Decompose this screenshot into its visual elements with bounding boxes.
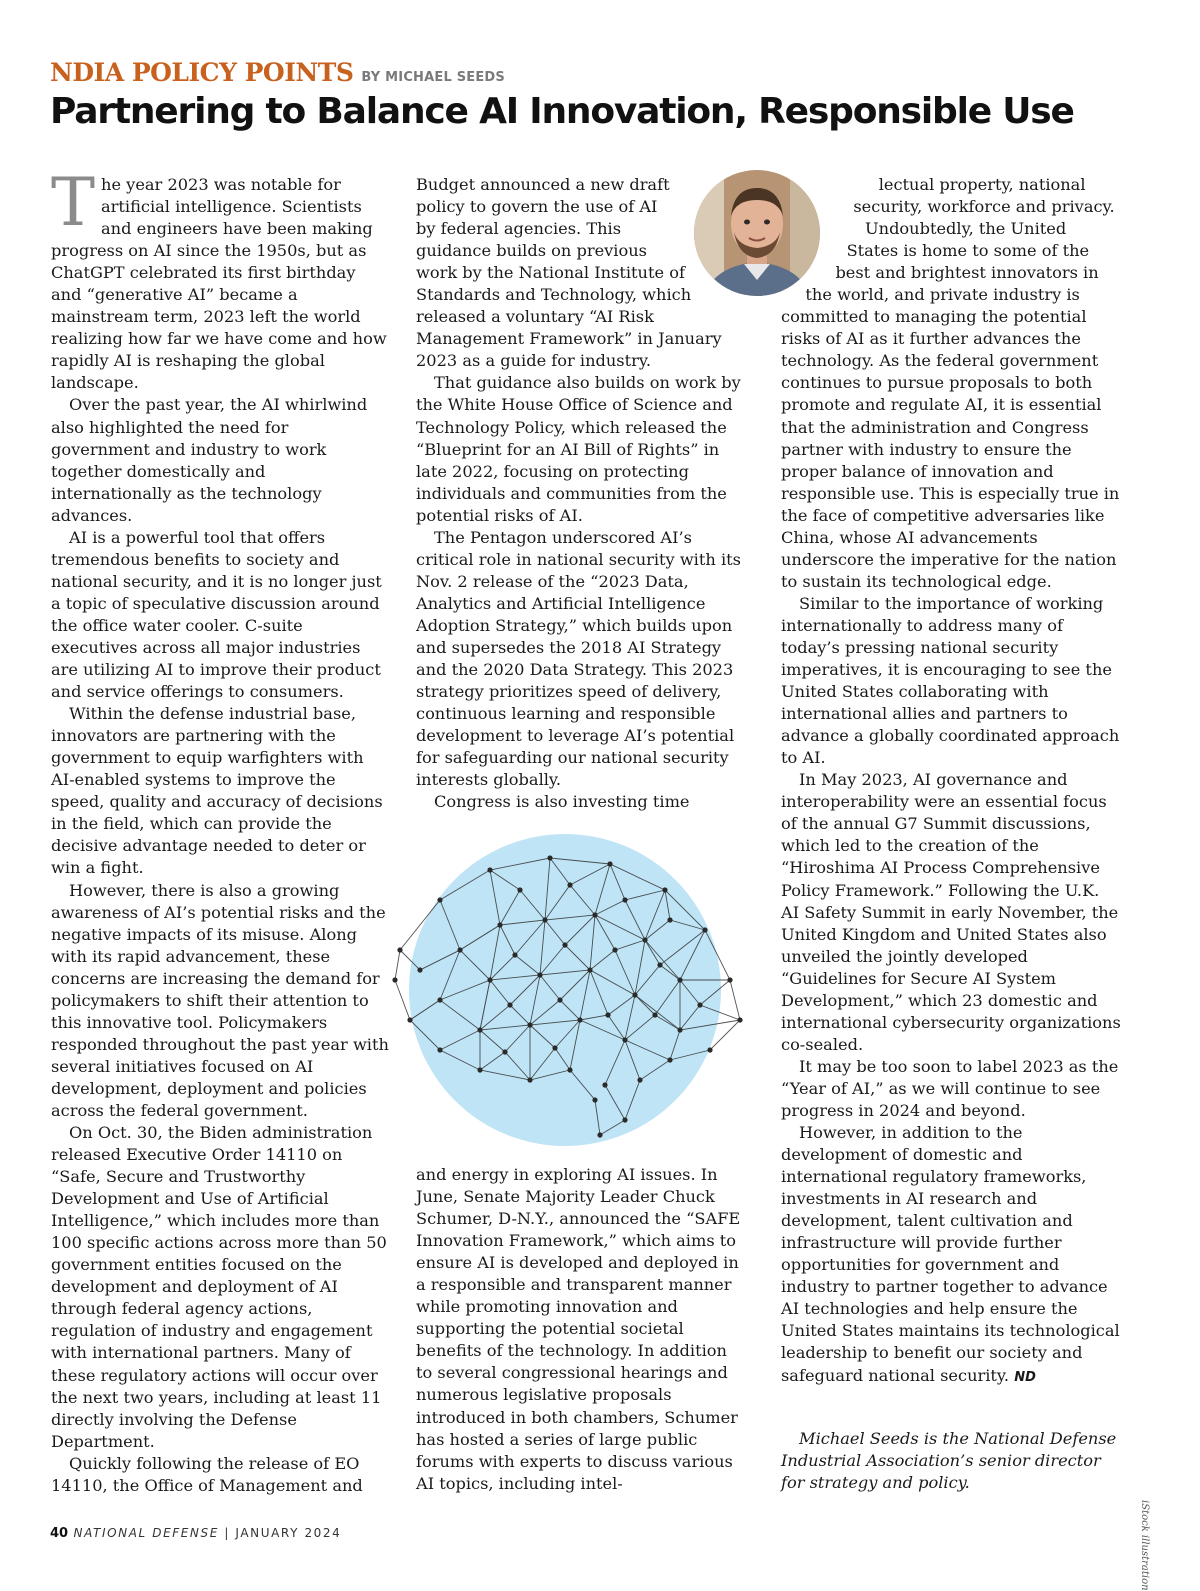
drop-cap: T — [51, 164, 96, 241]
section-kicker: NDIA POLICY POINTS — [50, 58, 354, 87]
paragraph: AI is a powerful tool that offers tremendous benefits to society and national security, and it is no longer just a topic of speculative discussion around the office water cooler. C-suite executives across all major industries are utilizing AI to improve their product and service offerings to consumers. — [51, 527, 382, 702]
end-mark: ND — [1014, 1369, 1036, 1385]
footer-separator: | — [224, 1526, 230, 1540]
byline: BY MICHAEL SEEDS — [361, 70, 505, 85]
paragraph: The Pentagon underscored AI’s critical role in national security with its Nov. 2 release of the “2023 Data, Analytics and Artificial Intelligence Adoption Strategy,” which builds upon and supersedes the 2018 AI Strategy and the 2020 Data Strategy. This 2023 strategy prioritizes speed of delivery, continuous learning and responsible development to leverage AI’s potential for safeguarding our national security interests globally. — [416, 527, 741, 790]
paragraph-text: However, in addition to the development of domestic and international regulatory frameworks, investments in AI research and development, talent cultivation and infrastructure will provide further opportunities for government and industry to partner together to advance AI technologies and help ensure the United States maintains its technological leadership to benefit our society and safeguard national security. — [781, 1123, 1120, 1385]
paragraph: Quickly following the release of EO 14110, the Office of Management and — [51, 1453, 363, 1495]
paragraph: That guidance also builds on work by the White House Office of Science and Technology Policy, which released the “Blueprint for an AI Bill of Rights” in late 2022, focusing on protecting individuals and communities from the potential risks of AI. — [416, 373, 741, 525]
article-header — [50, 58, 1160, 132]
page-footer — [50, 1526, 341, 1541]
paragraph: Within the defense industrial base, innovators are partnering with the government to equip warfighters with AI-enabled systems to improve the speed, quality and accuracy of decisions in the field, which can provide the decisive advantage needed to deter or win a fight. — [51, 704, 383, 878]
column-1 — [51, 164, 391, 1497]
column-2-top — [416, 174, 746, 813]
paragraph: On Oct. 30, the Biden administration released Executive Order 14110 on “Safe, Secure and Trustworthy Development and Use of Artificial Intelligence,” which includes more than 100 specific actions across more than 50 government entities focused on the development and deployment of AI through federal agency actions, regulation of industry and engagement with international partners. Many of these regulatory actions will occur over the next two years, including at least 11 directly involving the Defense Department. — [51, 1123, 387, 1451]
issue-date: JANUARY 2024 — [235, 1526, 342, 1540]
paragraph: Congress is also investing time — [434, 792, 690, 812]
kicker-row — [50, 58, 1160, 87]
publication-name: NATIONAL DEFENSE — [73, 1526, 219, 1540]
column-3 — [781, 174, 1121, 1389]
paragraph: However, there is also a growing awareness of AI’s potential risks and the negative impacts of its misuse. Along with its rapid advancement, these concerns are increasing the demand for policymakers to shift their attention to this innovative tool. Policymakers responded throughout the past year with several initiatives focused on AI development, deployment and policies across the federal government. — [51, 880, 389, 1120]
headline: Partnering to Balance AI Innovation, Responsible Use — [50, 91, 1074, 132]
brain-backdrop-circle — [409, 834, 721, 1146]
paragraph-text: he year 2023 was notable for artificial intelligence. Scientists and engineers have been making progress on AI since the 1950s, but as ChatGPT celebrated its first birthday and “generative AI” became a mainstream term, 2023 left the world realizing how far we have come and how rapidly AI is reshaping the global landscape. — [51, 175, 387, 393]
paragraph: lectual property, national security, workforce and privacy. — [853, 175, 1115, 217]
paragraph: In May 2023, AI governance and interoperability were an essential focus of the annual G7 Summit discussions, which led to the creation of the “Hiroshima AI Process Comprehensive Policy Framework.” Following the U.K. AI Safety Summit in early November, the United Kingdom and United States also unveiled the jointly developed “Guidelines for Secure AI System Development,” which 23 domestic and international cybersecurity organizations co-sealed. — [781, 770, 1121, 1054]
paragraph: Similar to the importance of working internationally to address many of today’s pressing national security imperatives, it is encouraging to see the United States collaborating with international allies and partners to advance a globally coordinated approach to AI. — [781, 593, 1120, 768]
brain-network-illustration — [380, 830, 750, 1150]
paragraph: Over the past year, the AI whirlwind also highlighted the need for government and industry to work together domestically and internationally as the technology advances. — [51, 395, 368, 525]
column-2-bottom — [416, 1164, 748, 1495]
paragraph: Budget announced a new draft policy to govern the use of AI by federal agencies. This guidance builds on previous work by the National Institute of Standards and Technology, which released a voluntary “AI Risk Management Framework” in January 2023 as a guide for industry. — [416, 175, 722, 371]
author-bio: Michael Seeds is the National Defense Industrial Association’s senior director for strategy and policy. — [781, 1429, 1117, 1493]
paragraph: and energy in exploring AI issues. In June, Senate Majority Leader Chuck Schumer, D-N.Y., announced the “SAFE Innovation Framework,” which aims to ensure AI is developed and deployed in a responsible and transparent manner while promoting innovation and supporting the potential societal benefits of the technology. In addition to several congressional hearings and numerous legislative proposals introduced in both chambers, Schumer has hosted a series of large public forums with experts to discuss various AI topics, including intel- — [416, 1165, 741, 1493]
paragraph: It may be too soon to label 2023 as the “Year of AI,” as we will continue to see progress in 2024 and beyond. — [781, 1056, 1119, 1120]
paragraph — [781, 1122, 1121, 1389]
image-credit: iStock illustration — [1139, 1500, 1150, 1591]
paragraph — [51, 164, 391, 394]
paragraph: Undoubtedly, the United States is home to some of the best and brightest innovators in the world, and private industry is committed to managing the potential risks of AI as it further advances the technology. As the federal government continues to pursue proposals to both promote and regulate AI, it is essential that the administration and Congress partner with industry to ensure the proper balance of innovation and responsible use. This is especially true in the face of competitive adversaries like China, whose AI advancements underscore the imperative for the nation to sustain its technological edge. — [781, 219, 1120, 591]
page-number: 40 — [50, 1526, 69, 1541]
